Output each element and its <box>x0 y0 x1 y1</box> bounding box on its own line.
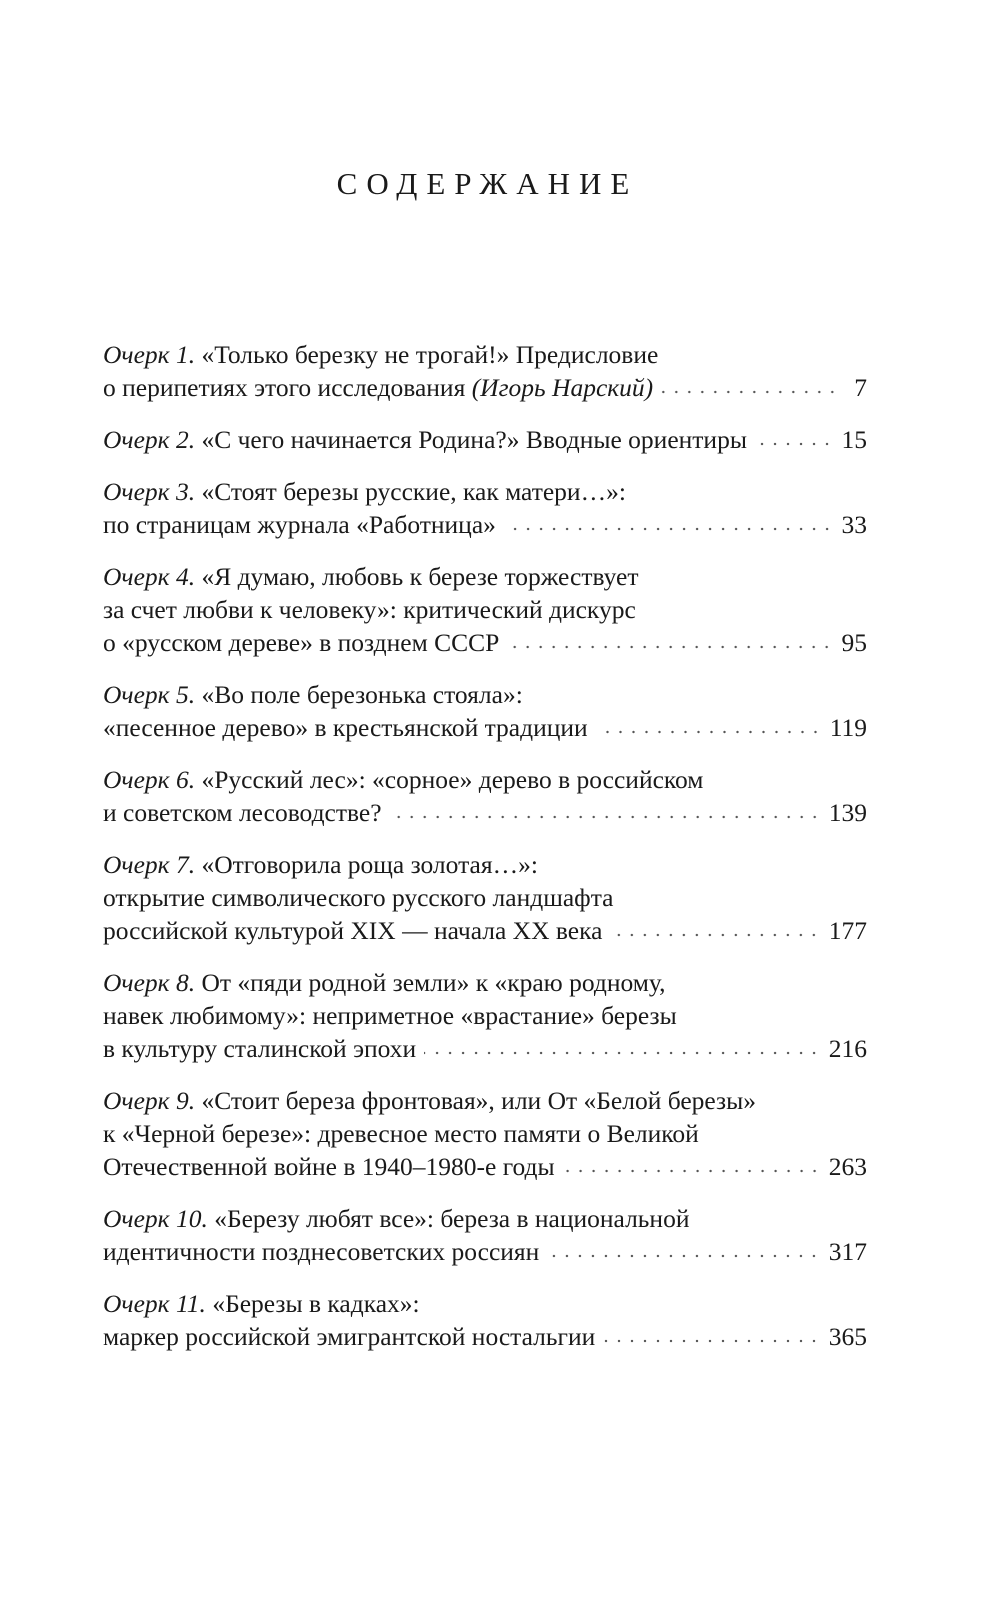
toc-entry-line <box>103 1235 867 1268</box>
chapter-title-text: От «пяди родной земли» к «краю родному, <box>201 968 666 997</box>
chapter-title-text: «песенное дерево» в крестьянской традиции <box>103 713 588 742</box>
chapter-label: Очерк 6. <box>103 765 196 794</box>
page-number[interactable]: 33 <box>841 510 867 539</box>
toc-entry-line <box>103 848 867 881</box>
toc-entry[interactable] <box>103 338 867 404</box>
toc-entry[interactable] <box>103 1202 867 1268</box>
toc-entry-line <box>103 966 867 999</box>
toc-entry-line <box>103 999 867 1032</box>
chapter-title-text: «Березы в кадках»: <box>212 1289 420 1318</box>
chapter-title-text: «С чего начинается Родина?» Вводные ориентиры <box>201 425 747 454</box>
page-number[interactable]: 263 <box>828 1152 867 1181</box>
chapter-title-text: маркер российской эмигрантской ностальгии <box>103 1322 596 1351</box>
toc-entry-line <box>103 796 867 829</box>
page-number[interactable]: 119 <box>829 713 867 742</box>
toc-entry-line <box>103 1084 867 1117</box>
toc-entry-line <box>103 338 867 371</box>
toc-entry-line <box>103 711 867 744</box>
toc-entry-line <box>103 678 867 711</box>
dot-leader <box>596 728 822 736</box>
chapter-title-text: Отечественной войне в 1940–1980-е годы <box>103 1152 555 1181</box>
toc-entry-line <box>103 1150 867 1183</box>
toc-entry-line <box>103 914 867 947</box>
page-number[interactable]: 365 <box>828 1322 867 1351</box>
toc-entry-line <box>103 423 867 456</box>
toc-entry-line <box>103 1287 867 1320</box>
chapter-title-text: «Отговорила роща золотая…»: <box>201 850 538 879</box>
toc-entry[interactable] <box>103 560 867 659</box>
chapter-title-text: к «Черной березе»: древесное место памяти о Великой <box>103 1119 699 1148</box>
chapter-title-text: «Русский лес»: «сорное» дерево в российском <box>201 765 704 794</box>
page-number[interactable]: 216 <box>828 1034 867 1063</box>
page-number[interactable]: 7 <box>854 373 867 402</box>
page-title: СОДЕРЖАНИЕ <box>336 166 639 201</box>
chapter-title-text: и советском лесоводстве? <box>103 798 382 827</box>
chapter-title-text: открытие символического русского ландшафта <box>103 883 614 912</box>
toc-entry-line <box>103 1320 867 1353</box>
dot-leader <box>390 813 821 821</box>
chapter-title-text: «Стоит береза фронтовая», или От «Белой березы» <box>201 1086 757 1115</box>
toc-entry[interactable] <box>103 423 867 456</box>
toc-entry-line <box>103 881 867 914</box>
chapter-title-text: навек любимому»: неприметное «врастание» березы <box>103 1001 677 1030</box>
chapter-title-text: «Березу любят все»: береза в национальной <box>214 1204 690 1233</box>
page-number[interactable]: 15 <box>841 425 867 454</box>
page-number[interactable]: 139 <box>828 798 867 827</box>
chapter-label: Очерк 3. <box>103 477 196 506</box>
chapter-author: (Игорь Нарский) <box>471 373 654 402</box>
dot-leader <box>507 643 833 651</box>
chapter-label: Очерк 9. <box>103 1086 196 1115</box>
chapter-title-text: «Только березку не трогай!» Предисловие <box>201 340 659 369</box>
page-number[interactable]: 317 <box>828 1237 867 1266</box>
chapter-title-text: по страницам журнала «Работница» <box>103 510 496 539</box>
chapter-title-text: «Я думаю, любовь к березе торжествует <box>201 562 639 591</box>
toc-entry-line <box>103 560 867 593</box>
chapter-title-text: за счет любви к человеку»: критический дискурс <box>103 595 636 624</box>
chapter-title-text: «Во поле березонька стояла»: <box>201 680 523 709</box>
dot-leader <box>504 525 834 533</box>
dot-leader <box>424 1049 821 1057</box>
chapter-label: Очерк 5. <box>103 680 196 709</box>
chapter-title-text: в культуру сталинской эпохи <box>103 1034 417 1063</box>
dot-leader <box>661 388 839 396</box>
toc-entry[interactable] <box>103 763 867 829</box>
toc-entry-line <box>103 371 867 404</box>
toc-entry-line <box>103 626 867 659</box>
chapter-label: Очерк 11. <box>103 1289 206 1318</box>
toc-entry[interactable] <box>103 1084 867 1183</box>
dot-leader <box>547 1252 820 1260</box>
toc-entry-line <box>103 1202 867 1235</box>
dot-leader <box>755 440 834 448</box>
chapter-title-text: о перипетиях этого исследования <box>103 373 472 402</box>
chapter-label: Очерк 2. <box>103 425 196 454</box>
toc-entry-line <box>103 508 867 541</box>
toc-entry-line <box>103 763 867 796</box>
toc-entry-line <box>103 475 867 508</box>
toc-entry[interactable] <box>103 678 867 744</box>
chapter-title-text: о «русском дереве» в позднем СССР <box>103 628 500 657</box>
toc-entry-line <box>103 1032 867 1065</box>
chapter-label: Очерк 8. <box>103 968 196 997</box>
toc-entry[interactable] <box>103 475 867 541</box>
toc-entry-line <box>103 593 867 626</box>
table-of-contents <box>103 338 867 1372</box>
page-number[interactable]: 177 <box>828 916 867 945</box>
dot-leader <box>603 1337 821 1345</box>
dot-leader <box>563 1167 821 1175</box>
chapter-title-text: «Стоят березы русские, как матери…»: <box>201 477 626 506</box>
chapter-label: Очерк 4. <box>103 562 196 591</box>
chapter-title-text: идентичности позднесоветских россиян <box>103 1237 540 1266</box>
toc-entry[interactable] <box>103 966 867 1065</box>
dot-leader <box>610 931 820 939</box>
chapter-label: Очерк 1. <box>103 340 196 369</box>
chapter-label: Очерк 10. <box>103 1204 208 1233</box>
toc-entry[interactable] <box>103 1287 867 1353</box>
toc-entry-line <box>103 1117 867 1150</box>
chapter-title-text: российской культурой XIX — начала XX века <box>103 916 603 945</box>
toc-entry[interactable] <box>103 848 867 947</box>
page-number[interactable]: 95 <box>841 628 867 657</box>
chapter-label: Очерк 7. <box>103 850 196 879</box>
